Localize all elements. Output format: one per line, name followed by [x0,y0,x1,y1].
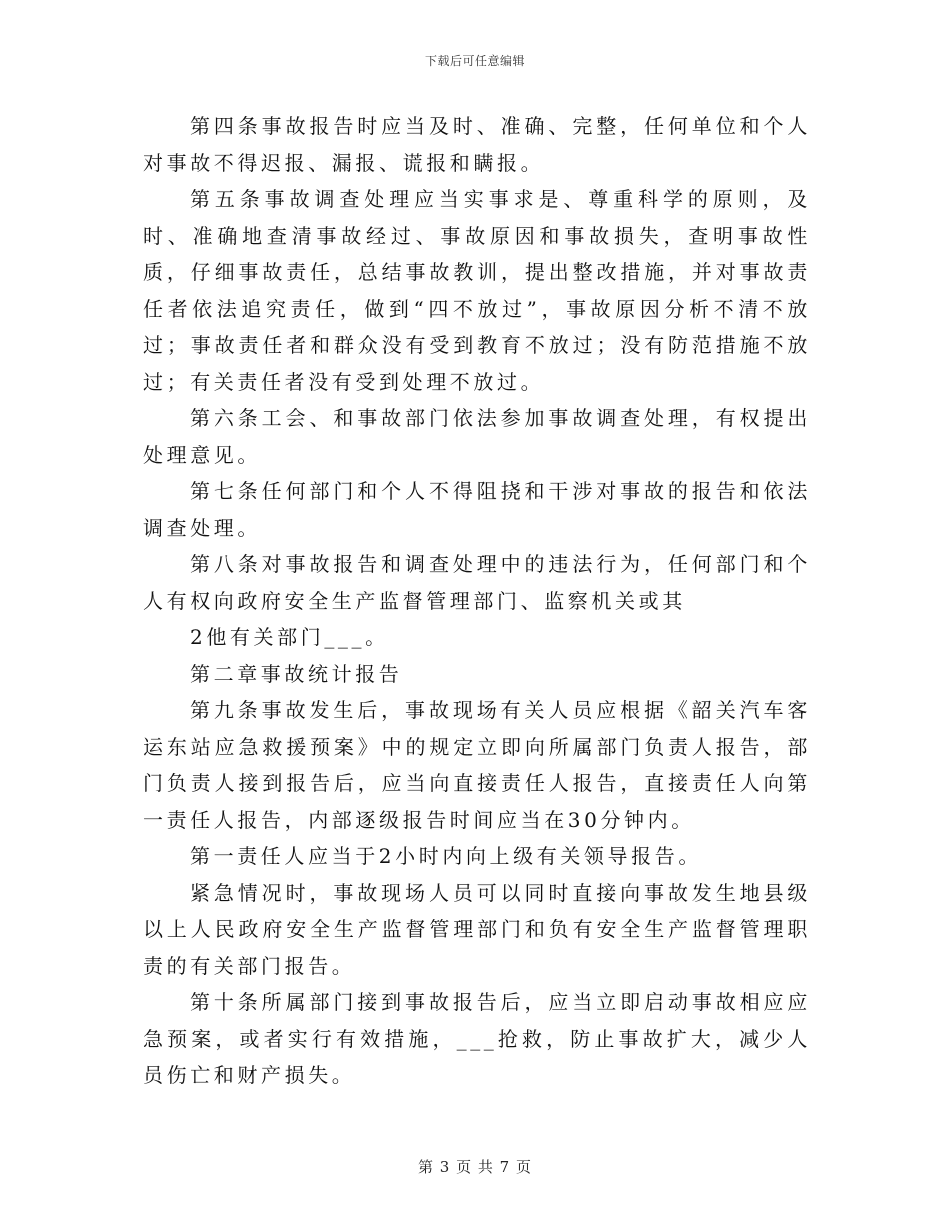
paragraph-emergency: 紧急情况时，事故现场人员可以同时直接向事故发生地县级以上人民政府安全生产监督管理部门和负有安全生产监督管理职责的有关部门报告。 [143,880,811,978]
chapter-heading: 第二章事故统计报告 [190,661,403,686]
paragraph-article-7: 第七条任何部门和个人不得阻挠和干涉对事故的报告和依法调查处理。 [143,479,811,540]
page-number: 第 3 页 共 7 页 [418,1158,532,1176]
paragraph-article-6: 第六条工会、和事故部门依法参加事故调查处理，有权提出处理意见。 [143,406,811,467]
paragraph-first-responsible: 第一责任人应当于2小时内向上级有关领导报告。 [190,844,702,868]
page-header: 下载后可任意编辑 [424,54,525,68]
paragraph-article-4: 第四条事故报告时应当及时、准确、完整，任何单位和个人对事故不得迟报、漏报、谎报和瞒报。 [143,114,811,175]
paragraph-article-8: 第八条对事故报告和调查处理中的违法行为，任何部门和个人有权向政府安全生产监督管理部门、监察机关或其 [143,552,811,613]
document-body [143,108,811,1094]
paragraph-article-9: 第九条事故发生后，事故现场有关人员应根据《韶关汽车客运东站应急救援预案》中的规定立即向所属部门负责人报告，部门负责人接到报告后，应当向直接责任人报告，直接责任人向第一责任人报告，内部逐级报告时间应当在30分钟内。 [143,698,811,832]
paragraph-article-5: 第五条事故调查处理应当实事求是、尊重科学的原则，及时、准确地查清事故经过、事故原因和事故损失，查明事故性质，仔细事故责任，总结事故教训，提出整改措施，并对事故责任者依法追究责任，做到“四不放过”，事故原因分析不清不放过；事故责任者和群众没有受到教育不放过；没有防范措施不放过；有关责任者没有受到处理不放过。 [143,187,811,394]
paragraph-article-8-continued: 2他有关部门___。 [190,625,389,649]
paragraph-article-10: 第十条所属部门接到事故报告后，应当立即启动事故相应应急预案，或者实行有效措施，___抢救，防止事故扩大，减少人员伤亡和财产损失。 [143,990,811,1087]
